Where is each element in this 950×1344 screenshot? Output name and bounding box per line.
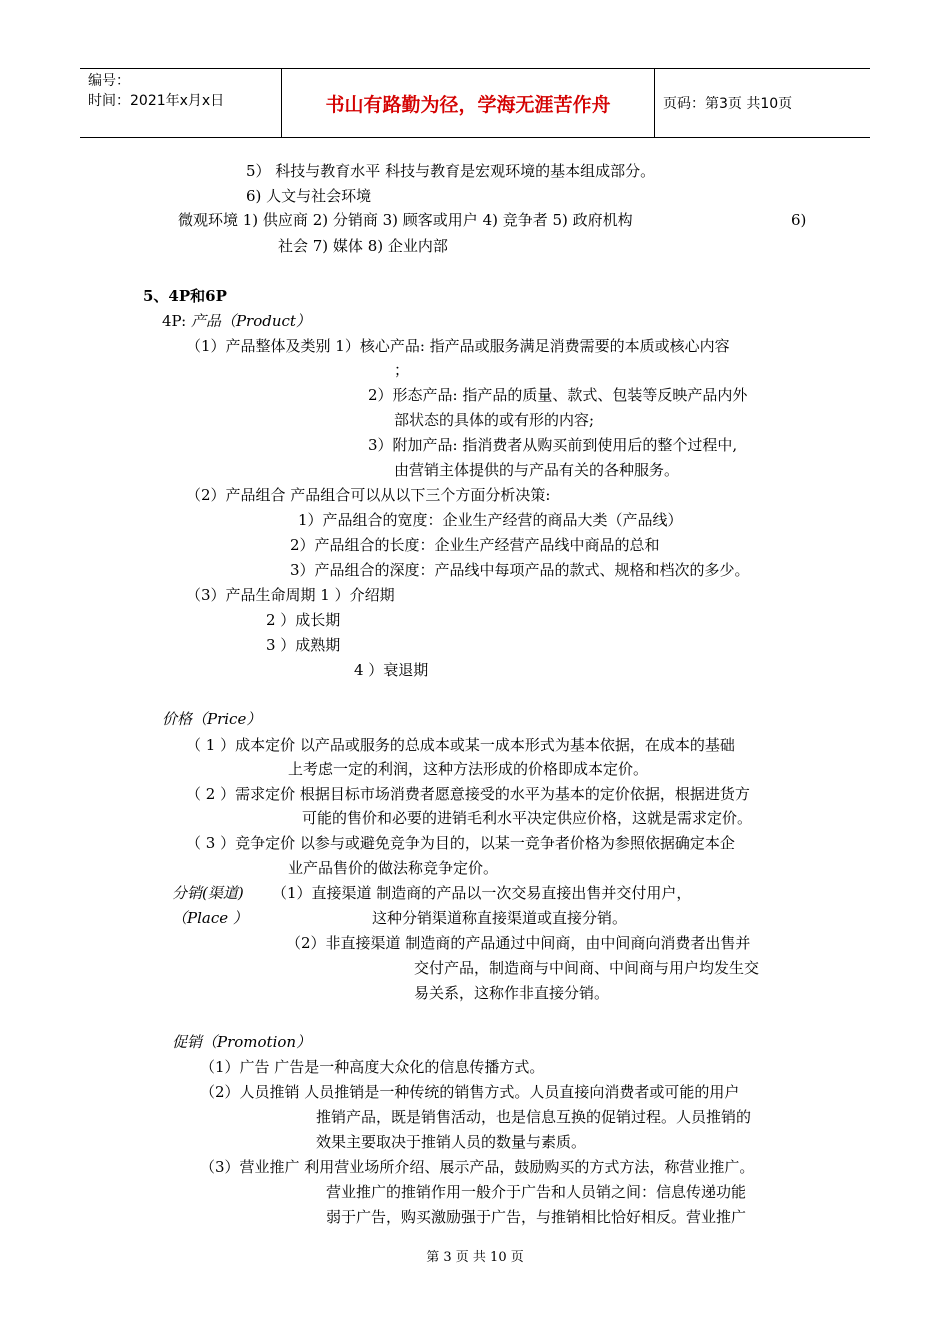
lifecycle-line: 3 ）成熟期 — [266, 636, 341, 654]
lifecycle-line: 2 ）成长期 — [266, 611, 341, 629]
product-line: （1）产品整体及类别 1）核心产品: 指产品或服务满足消费需要的本质或核心内容 — [186, 337, 730, 355]
section-heading: 5、4P和6P — [143, 287, 227, 305]
lifecycle-line: 4 ）衰退期 — [354, 661, 429, 679]
place-heading: 分销(渠道) — [172, 884, 244, 902]
product-line: 3）附加产品: 指消费者从购买前到使用后的整个过程中, — [368, 436, 738, 454]
place-line: 易关系，这称作非直接分销。 — [414, 984, 610, 1002]
product-heading — [162, 311, 311, 331]
product-line: 部状态的具体的或有形的内容; — [394, 411, 595, 429]
place-line: 这种分销渠道称直接渠道或直接分销。 — [372, 909, 628, 927]
place-line: 交付产品，制造商与中间商、中间商与用户均发生交 — [414, 959, 760, 977]
place-subheading: （Place ） — [172, 909, 248, 927]
lifecycle-line: （3）产品生命周期 1 ）介绍期 — [186, 586, 395, 604]
micro-env-line: 微观环境 1) 供应商 2) 分销商 3) 顾客或用户 4) 竞争者 5) 政府机构 — [178, 211, 633, 229]
product-line: 2）形态产品: 指产品的质量、款式、包装等反映产品内外 — [368, 386, 748, 404]
micro-env-line-2: 社会 7) 媒体 8) 企业内部 — [278, 237, 448, 255]
number-label: 编号： — [88, 73, 130, 89]
product-line: 由营销主体提供的与产品有关的各种服务。 — [394, 461, 680, 479]
header-page-code: 页码：第3页 共10页 — [663, 96, 793, 112]
price-line: （ 3 ）竞争定价 以参与或避免竞争为目的，以某一竞争者价格为参照依据确定本企 — [186, 834, 735, 852]
header-info-cell — [80, 69, 282, 137]
product-mix-line: 3）产品组合的深度：产品线中每项产品的款式、规格和档次的多少。 — [290, 561, 750, 579]
promotion-line: 推销产品，既是销售活动，也是信息互换的促销过程。人员推销的 — [316, 1108, 752, 1126]
place-line: （1）直接渠道 制造商的产品以一次交易直接出售并交付用户， — [272, 884, 692, 902]
page-header — [80, 68, 870, 138]
product-mix-line: 2）产品组合的长度：企业生产经营产品线中商品的总和 — [290, 536, 660, 554]
product-mix-line: （2）产品组合 产品组合可以从以下三个方面分析决策: — [186, 486, 551, 504]
price-line: 上考虑一定的利润，这种方法形成的价格即成本定价。 — [288, 760, 649, 778]
promotion-line: 效果主要取决于推销人员的数量与素质。 — [316, 1133, 587, 1151]
price-line: （ 2 ）需求定价 根据目标市场消费者愿意接受的水平为基本的定价依据，根据进货方 — [186, 785, 750, 803]
price-line: （ 1 ）成本定价 以产品或服务的总成本或某一成本形式为基本依据，在成本的基础 — [186, 736, 735, 754]
product-prefix: 4P: — [162, 312, 191, 330]
place-line: （2）非直接渠道 制造商的产品通过中间商，由中间商向消费者出售并 — [286, 934, 751, 952]
promotion-line: 弱于广告，购买激励强于广告，与推销相比恰好相反。营业推广 — [326, 1208, 747, 1226]
macro-item-6: 6) 人文与社会环境 — [246, 187, 372, 205]
page-footer: 第 3 页 共 10 页 — [426, 1250, 524, 1265]
micro-env-item-6: 6) — [791, 211, 807, 229]
promotion-line: 营业推广的推销作用一般介于广告和人员销之间：信息传递功能 — [326, 1183, 747, 1201]
price-heading: 价格（Price） — [162, 710, 262, 728]
promotion-heading: 促销（Promotion） — [172, 1033, 312, 1051]
promotion-line: （3）营业推广 利用营业场所介绍、展示产品，鼓励购买的方式方法，称营业推广。 — [200, 1158, 755, 1176]
time-label: 时间：2021年x月x日 — [88, 93, 225, 109]
promotion-line: （1）广告 广告是一种高度大众化的信息传播方式。 — [200, 1058, 545, 1076]
product-line: ； — [394, 361, 410, 379]
promotion-line: （2）人员推销 人员推销是一种传统的销售方式。人员直接向消费者或可能的用户 — [200, 1083, 740, 1101]
header-motto: 书山有路勤为径，学海无涯苦作舟 — [282, 69, 655, 137]
product-title: 产品（Product） — [190, 312, 311, 330]
price-line: 业产品售价的做法称竞争定价。 — [288, 859, 499, 877]
macro-item-5: 5） 科技与教育水平 科技与教育是宏观环境的基本组成部分。 — [246, 162, 656, 180]
product-mix-line: 1）产品组合的宽度：企业生产经营的商品大类（产品线） — [298, 511, 683, 529]
price-line: 可能的售价和必要的进销毛利水平决定供应价格，这就是需求定价。 — [302, 809, 753, 827]
